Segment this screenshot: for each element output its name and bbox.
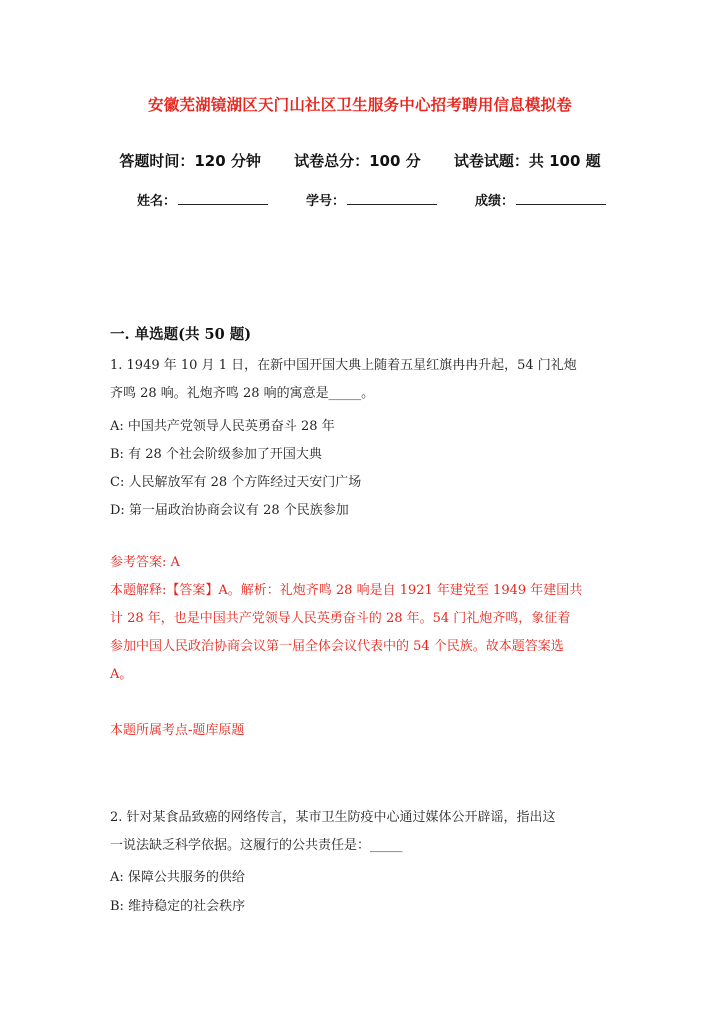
exam-question-count: 试卷试题：共 100 题 xyxy=(453,152,601,170)
question-1-option-a: A: 中国共产党领导人民英勇奋斗 28 年 xyxy=(110,419,335,434)
name-label: 姓名： xyxy=(137,194,177,209)
question-1-answer: 参考答案: A xyxy=(110,555,180,570)
name-field xyxy=(137,190,268,209)
question-1-option-c: C: 人民解放军有 28 个方阵经过天安门广场 xyxy=(110,475,362,490)
grade-field xyxy=(475,190,606,209)
exam-meta xyxy=(0,150,720,171)
question-1-option-d: D: 第一届政治协商会议有 28 个民族参加 xyxy=(110,503,349,518)
exam-title: 安徽芜湖镜湖区天门山社区卫生服务中心招考聘用信息模拟卷 xyxy=(148,95,572,114)
question-1-topic: 本题所属考点-题库原题 xyxy=(110,723,245,738)
question-1-explanation-line-1: 本题解释:【答案】A。解析：礼炮齐鸣 28 响是自 1921 年建党至 1949 年建国共 xyxy=(110,583,583,598)
student-id-field xyxy=(306,190,437,209)
question-1-explanation-line-4: A。 xyxy=(110,667,133,682)
grade-label: 成绩： xyxy=(475,194,515,209)
question-2-line-2: 一说法缺乏科学依据。这履行的公共责任是：_____ xyxy=(110,838,403,853)
student-fields xyxy=(137,190,617,209)
question-1-line-2: 齐鸣 28 响。礼炮齐鸣 28 响的寓意是_____。 xyxy=(110,386,375,401)
question-1-explanation-line-3: 参加中国人民政治协商会议第一届全体会议代表中的 54 个民族。故本题答案选 xyxy=(110,639,564,654)
question-1-line-1: 1. 1949 年 10 月 1 日，在新中国开国大典上随着五星红旗冉冉升起，54 门礼炮 xyxy=(110,358,577,373)
exam-time: 答题时间：120 分钟 xyxy=(119,152,261,170)
question-1-option-b: B: 有 28 个社会阶级参加了开国大典 xyxy=(110,447,322,462)
section-heading: 一. 单选题(共 50 题) xyxy=(110,326,252,343)
student-id-label: 学号： xyxy=(306,194,346,209)
grade-blank xyxy=(516,192,606,205)
question-2-option-a: A: 保障公共服务的供给 xyxy=(110,870,245,885)
question-2-option-b: B: 维持稳定的社会秩序 xyxy=(110,899,246,914)
question-1-explanation-line-2: 计 28 年，也是中国共产党领导人民英勇奋斗的 28 年。54 门礼炮齐鸣，象征着 xyxy=(110,611,571,626)
exam-total-score: 试卷总分：100 分 xyxy=(294,152,421,170)
student-id-blank xyxy=(347,192,437,205)
name-blank xyxy=(178,192,268,205)
question-2-line-1: 2. 针对某食品致癌的网络传言，某市卫生防疫中心通过媒体公开辟谣，指出这 xyxy=(110,810,556,825)
